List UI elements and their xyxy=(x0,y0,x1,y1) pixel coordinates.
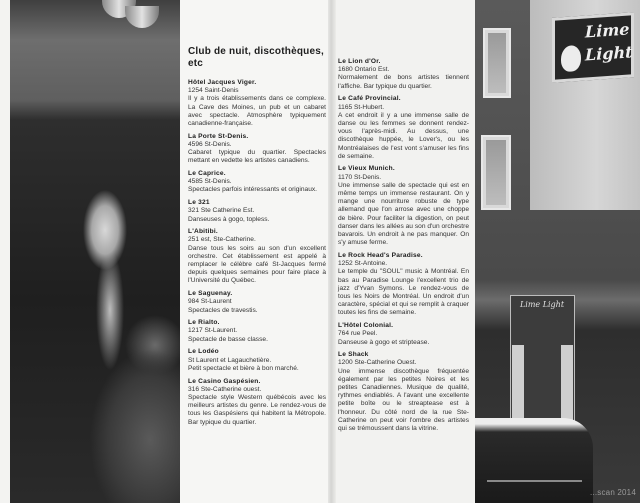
lightbulb-icon xyxy=(561,45,581,72)
listing-description: Danseuse à gogo et striptease. xyxy=(338,338,430,346)
listing-entry xyxy=(188,290,326,315)
listing-name: Le Lion d'Or. xyxy=(338,58,381,65)
listing-description: Normalement de bons artistes tiennent l'affiche. Bar typique du quartier. xyxy=(338,74,469,90)
listing-description: Cabaret typique du quartier. Spectacles mettant en vedette les artistes canadiens. xyxy=(188,149,326,165)
listing-description: Spectacle style Western québécois avec les meilleurs artistes du genre. Le rendez-vous de tous les Gaspésiens qui habitent la Métropole. Bar typique du quartier. xyxy=(188,393,326,426)
listing-name: Le Rialto. xyxy=(188,319,220,327)
listing-address: 764 rue Peel. xyxy=(338,330,378,338)
listing-entry xyxy=(338,351,469,433)
listing-description: Une immense salle de spectacle qui est en même temps un immense restaurant. On y mange une nourriture robuste de type allemand que l'on arrose avec une choppe de bière. Pour faciliter la digestion, on peut danser dans les allées au son d'un orchestre bavarois. Un endroit à ne pas manquer. On s'y amuse ferme. xyxy=(338,181,469,247)
window xyxy=(481,135,511,210)
listing-name: L'Hôtel Colonial. xyxy=(338,322,394,330)
listing-entry xyxy=(338,165,469,247)
listing-address: 1170 St-Denis. xyxy=(338,173,382,181)
listing-entry xyxy=(338,322,469,347)
listing-name: Le Caprice. xyxy=(188,170,226,178)
listing-address: 316 Ste-Catherine ouest. xyxy=(188,385,262,393)
listing-entry xyxy=(188,348,326,373)
lime-light-sign xyxy=(552,12,634,83)
storefront-photo xyxy=(475,0,640,503)
listing-address: 321 Ste Catherine Est. xyxy=(188,207,255,215)
listing-address: 1217 St-Laurent. xyxy=(188,327,238,335)
listing-name: L'Abitibi. xyxy=(188,228,218,236)
listing-name: Le Vieux Munich. xyxy=(338,165,395,173)
listing-description: Danse tous les soirs au son d'un excellent orchestre. Cet établissement est appelé à remplacer le célèbre café St-Jacques fermé depuis quelques semaines pour faire place à l'Université du Québec. xyxy=(188,244,326,285)
sign-text-line1: Lime xyxy=(585,19,630,42)
listing-entry xyxy=(188,199,326,224)
listing-name: La Porte St-Denis. xyxy=(188,132,249,140)
listing-name: Hôtel Jacques Viger. xyxy=(188,79,257,86)
listing-name: Le 321 xyxy=(188,199,210,207)
listing-entry xyxy=(188,319,326,344)
listing-address: 1254 Saint-Denis xyxy=(188,87,239,95)
listing-address: 4585 St-Denis. xyxy=(188,178,232,186)
listing-description: Petit spectacle et bière à bon marché. xyxy=(188,364,299,372)
stage-lamp-icon xyxy=(125,6,159,28)
window xyxy=(483,28,511,98)
listing-address: 4596 St-Denis. xyxy=(188,140,232,148)
listing-name: Le Rock Head's Paradise. xyxy=(338,251,423,259)
listing-description: Une immense discothèque fréquentée également par les petites Noires et les petites Canadiennes. Musique de qualité, rythmes endiablés. A l'avant une excellente petite boîte ou le streaptease est à l'honneur. Du côté nord de la rue Ste-Catherine on peut voir l'ombre des artistes qui se trémoussent dans la vitrine. xyxy=(338,367,469,433)
listing-entry xyxy=(338,252,469,318)
listing-description: Spectacles parfois intéressants et originaux. xyxy=(188,186,318,194)
listing-description: Spectacles de travestis. xyxy=(188,306,258,314)
listing-name: Le Saguenay. xyxy=(188,290,233,298)
listing-address: 1165 St-Hubert. xyxy=(338,103,385,111)
listing-name: Le Casino Gaspésien. xyxy=(188,377,261,385)
listing-entry xyxy=(188,228,326,285)
listing-address: 1200 Ste-Catherine Ouest. xyxy=(338,359,417,367)
listing-description: Danseuses à gogo, topless. xyxy=(188,215,270,223)
listing-address: 984 St-Laurent xyxy=(188,298,232,306)
listing-entry xyxy=(188,170,326,195)
listing-address: St Laurent et Lagauchetière. xyxy=(188,356,272,364)
listing-entry xyxy=(338,58,469,91)
listing-address: 251 est, Ste-Catherine. xyxy=(188,236,256,244)
listing-entry xyxy=(188,79,326,128)
listing-entry xyxy=(338,95,469,161)
listing-entry xyxy=(188,133,326,166)
door-sign: Lime Light xyxy=(519,300,565,309)
right-text-column xyxy=(338,58,469,438)
parked-car xyxy=(475,418,593,503)
listing-name: Le Café Provincial. xyxy=(338,95,401,103)
listing-entry xyxy=(188,378,326,427)
listing-description: Il y a trois établissements dans ce complexe. La Cave des Moines, un pub et un cabaret avec spectacle. Atmosphère typiquement canadienne-française. xyxy=(188,95,326,128)
listing-address: 1252 St-Antoine. xyxy=(338,260,388,268)
scan-watermark: ...scan 2014 xyxy=(590,488,636,497)
listing-name: Le Shack xyxy=(338,351,369,359)
sign-text-line2: Light xyxy=(585,42,633,65)
listing-address: 1680 Ontario Est. xyxy=(338,66,390,74)
listing-description: A cet endroit il y a une immense salle de danse ou les femmes se donnent rendez-vous l'après-midi. Au dessus, une discothèque huppée, le Lover's, ou les Montréalaises de l'est vont s'amuser les fins de semaine. xyxy=(338,111,469,160)
left-text-column xyxy=(188,46,326,431)
page-margin xyxy=(0,0,10,503)
listing-description: Le temple du "SOUL" music à Montréal. En bas au Paradise Lounge l'excellent trio de jazz d'Yvan Symons. Le rendez-vous de tous les Noirs de Montréal. Un endroit d'un caractère, spécial et qui se remplit à craquer toutes les fins de semaine. xyxy=(338,268,469,317)
nightclub-stage-photo xyxy=(10,0,180,503)
book-gutter xyxy=(328,0,336,503)
section-title: Club de nuit, discothèques, etc xyxy=(188,46,324,69)
listing-name: Le Lodéo xyxy=(188,348,219,356)
listing-description: Spectacle de basse classe. xyxy=(188,335,268,343)
